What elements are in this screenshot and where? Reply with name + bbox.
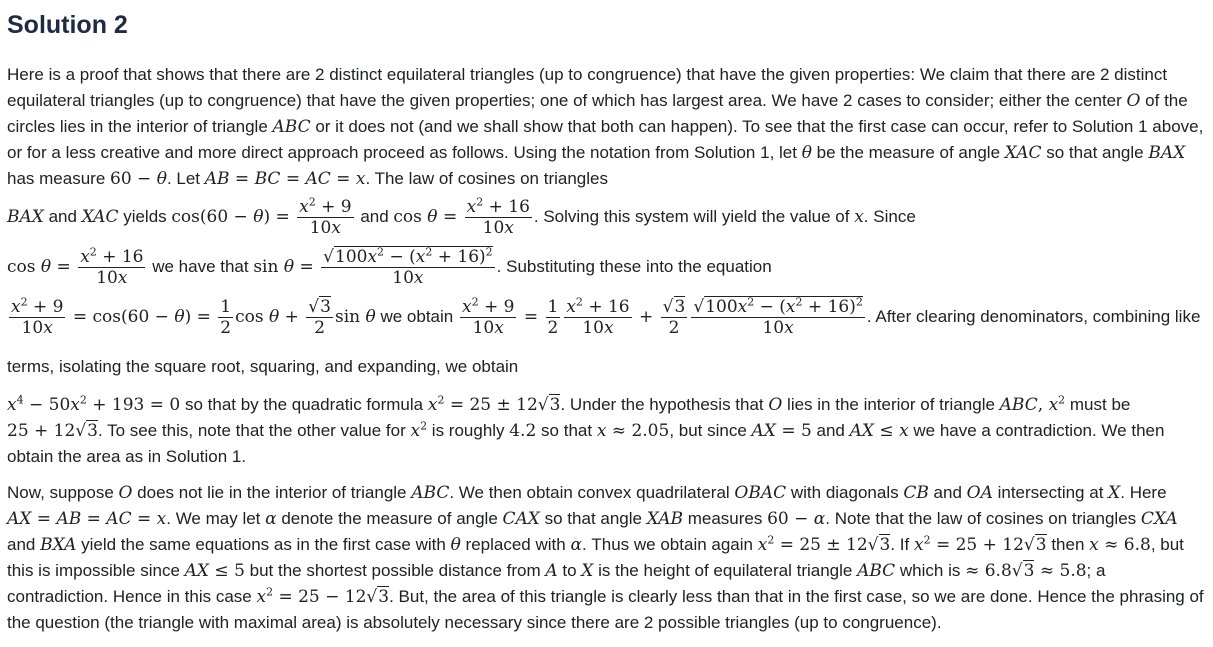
paragraph-case-one: Here is a proof that shows that there are 2 distinct equilateral triangles (up to congruence) that have the given properties: We claim that there are 2 distinct equilateral triangles (up to congruence) that have the given properties; one of which has largest area. We have 2 cases to consider; either the center O of the circles lies in the interior of triangle ABC or it does not (and we shall show that both can happen). To see that the first case can occur, refer to Solution 1 above, or for a less creative and more direct approach proceed as follows. Using the notation from Solution 1, let θ be the measure of angle XAC so that angle BAX has measure 60 − θ. Let AB = BC = AC = x. The law of cosines on triangles BAX and XAC yields cos(60 − θ) = $\frac{x^2 + 9}{10x}$ and cos θ = $\frac{x^2 + 16}{10x}$ . Solving this system will yield the value of x. Since cos θ = $\frac{x^2 + 16}{10x}$ we have that sin θ = $\frac{√100x^2 - (x^2 + 16)^2}{10x}$ . Substituting these into the equation $\frac{x^2 + 9}{10x}$ = cos(60 − θ) = $\frac{1}{2}$ cos θ + $\frac{√3}{2}$ sin θ we obtain $\frac{x^2 + 9}{10x}$ = $\frac{1}{2}$ $\frac{x^2 + 16}{10x}$ + $\frac{√3}{2}$ $\frac{√100x^2 - (x^2 + 16)^2}{10x}$ . After clearing denominators, combining like terms, isolating the square root, squaring, and expanding, we obtain $x^4 - 50x^2 + 193 = 0$ so that by the quadratic formula $x^2 = 25 \pm 12√3$. Under the hypothesis that O lies in the interior of triangle ABC, $x^2$ must be 25 + 12√3. To see this, note that the other value for $x^2$ is roughly 4.2 so that x ≈ 2.05, but since AX = 5 and AX ≤ x we have a contradiction. We then obtain the area as in Solution 1. (7, 65, 1204, 466)
math-line-2: cos θ = $\frac{x^2 + 16}{10x}$ we have that sin θ = $\frac{√100x^2 - (x^2 + 16)^2}{10x}$ . Substituting these into the equation (7, 245, 772, 288)
paragraph-case-two: Now, suppose O does not lie in the interior of triangle ABC. We then obtain convex quadrilateral OBAC with diagonals CB and OA intersecting at X. Here AX = AB = AC = x. We may let α denote the measure of angle CAX so that angle XAB measures 60 − α. Note that the law of cosines on triangles CXA and BXA yield the same equations as in the first case with θ replaced with α. Thus we obtain again $x^2 = 25 \pm 12√3$. If $x^2 = 25 + 12√3$ then x ≈ 6.8, but this is impossible since AX ≤ 5 but the shortest possible distance from A to X is the height of equilateral triangle ABC which is ≈ 6.8√3 ≈ 5.8; a contradiction. Hence in this case $x^2 = 25 - 12√3$. But, the area of this triangle is clearly less than that in the first case, so we are done. Hence the phrasing of the question (the triangle with maximal area) is absolutely necessary since there are 2 possible triangles (up to congruence). (7, 483, 1204, 632)
math-line-1: BAX and XAC yields cos(60 − θ) = $\frac{x^2 + 9}{10x}$ and cos θ = $\frac{x^2 + 16}{10x}$ . Solving this system will yield the value of x. Since (7, 195, 916, 238)
solution-heading: Solution 2 (7, 11, 128, 39)
math-line-3: $\frac{x^2 + 9}{10x}$ = cos(60 − θ) = $\frac{1}{2}$ cos θ + $\frac{√3}{2}$ sin θ we obtain $\frac{x^2 + 9}{10x}$ = $\frac{1}{2}$ $\frac{x^2 + 16}{10x}$ + $\frac{√3}{2}$ $\frac{√100x^2 - (x^2 + 16)^2}{10x}$ . After clearing denominators, combining like terms, isolating the square root, squaring, and expanding, we obtain (7, 295, 1201, 376)
